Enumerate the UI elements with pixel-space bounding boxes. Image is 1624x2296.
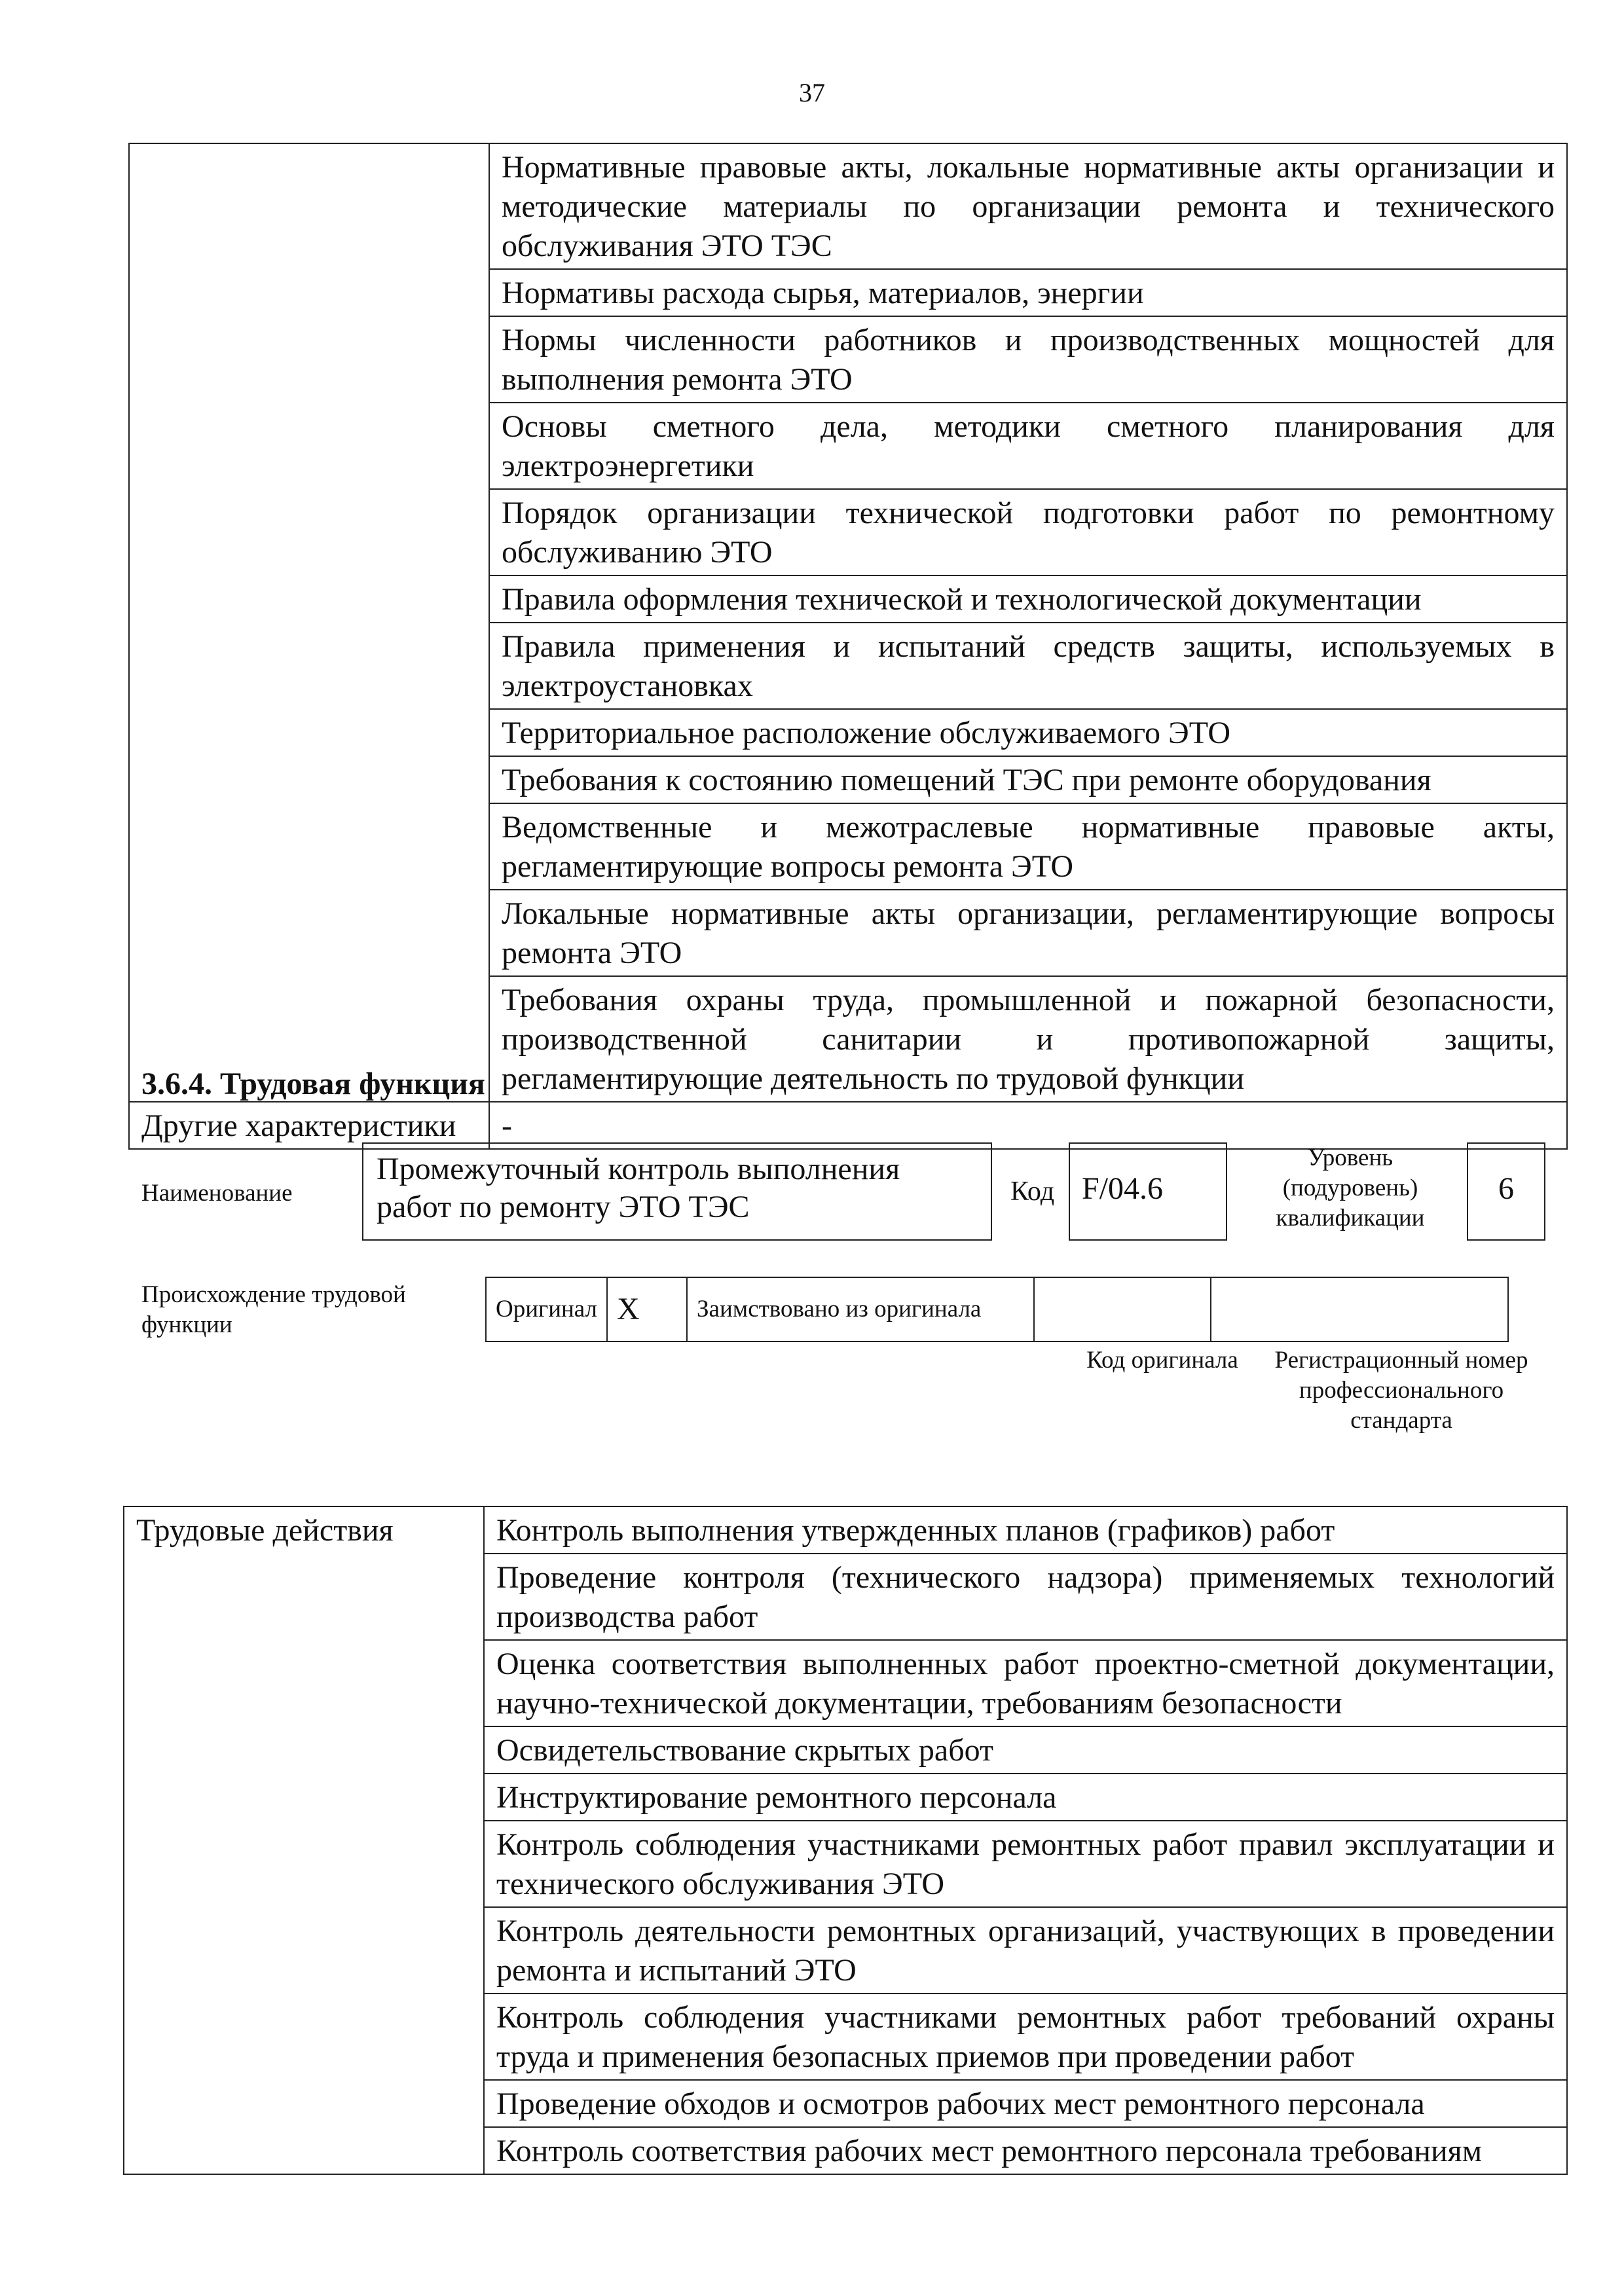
knowledge-item: Локальные нормативные акты организации, регламентирующие вопросы ремонта ЭТО — [489, 890, 1567, 976]
knowledge-item: Нормативы расхода сырья, материалов, энергии — [489, 269, 1567, 316]
function-name-box: Промежуточный контроль выполнения работ по ремонту ЭТО ТЭС — [362, 1142, 992, 1241]
knowledge-item: Правила применения и испытаний средств защиты, используемых в электроустановках — [489, 623, 1567, 709]
labor-action-item: Освидетельствование скрытых работ — [484, 1726, 1567, 1774]
original-code-cell — [1034, 1277, 1211, 1341]
knowledge-item: Нормы численности работников и производственных мощностей для выполнения ремонта ЭТО — [489, 316, 1567, 403]
labor-action-item: Контроль соответствия рабочих мест ремонтного персонала требованиям — [484, 2127, 1567, 2174]
knowledge-table — [128, 143, 1568, 1150]
registration-number-cell — [1211, 1277, 1508, 1341]
original-mark: X — [607, 1277, 687, 1341]
knowledge-item: Основы сметного дела, методики сметного планирования для электроэнергетики — [489, 403, 1567, 489]
table-row — [124, 1506, 1567, 1554]
knowledge-item: Ведомственные и межотраслевые нормативные правовые акты, регламентирующие вопросы ремонта ЭТО — [489, 803, 1567, 890]
knowledge-item: Порядок организации технической подготовки работ по ремонтному обслуживанию ЭТО — [489, 489, 1567, 575]
table-row — [129, 143, 1567, 269]
origin-label: Происхождение трудовой функции — [141, 1281, 406, 1338]
labor-action-item: Проведение контроля (технического надзора) применяемых технологий производства работ — [484, 1554, 1567, 1640]
other-characteristics-value: - — [489, 1102, 1567, 1149]
function-code-box: F/04.6 — [1069, 1142, 1227, 1241]
labor-actions-table — [123, 1506, 1568, 2175]
labor-action-item: Контроль соблюдения участниками ремонтных работ правил эксплуатации и технического обслуживания ЭТО — [484, 1821, 1567, 1907]
original-code-caption: Код оригинала — [1086, 1347, 1238, 1374]
page-number: 37 — [799, 78, 825, 107]
labor-action-item: Контроль деятельности ремонтных организаций, участвующих в проведении ремонта и испытаний ЭТО — [484, 1907, 1567, 1994]
borrowed-label: Заимствовано из оригинала — [687, 1277, 1034, 1341]
knowledge-item: Требования охраны труда, промышленной и пожарной безопасности, производственной санитарии и противопожарной защиты, регламентирующие деятельность по трудовой функции — [489, 976, 1567, 1102]
knowledge-item: Территориальное расположение обслуживаемого ЭТО — [489, 709, 1567, 756]
knowledge-label-cell — [129, 143, 489, 1102]
labor-action-item: Оценка соответствия выполненных работ проектно-сметной документации, научно-технической документации, требованиям безопасности — [484, 1640, 1567, 1726]
name-label: Наименование — [141, 1180, 293, 1207]
qualification-level-label: Уровень (подуровень) квалификации — [1276, 1144, 1425, 1231]
knowledge-item: Правила оформления технической и технологической документации — [489, 575, 1567, 623]
labor-action-item: Инструктирование ремонтного персонала — [484, 1774, 1567, 1821]
qualification-level-box: 6 — [1467, 1142, 1545, 1241]
labor-action-item: Контроль выполнения утвержденных планов (графиков) работ — [484, 1506, 1567, 1554]
knowledge-item: Нормативные правовые акты, локальные нормативные акты организации и методические материалы по организации ремонта и технического обслуживания ЭТО ТЭС — [489, 143, 1567, 269]
labor-action-item: Проведение обходов и осмотров рабочих мест ремонтного персонала — [484, 2080, 1567, 2127]
section-title: 3.6.4. Трудовая функция — [141, 1066, 485, 1101]
origin-table — [485, 1277, 1509, 1342]
labor-actions-label: Трудовые действия — [124, 1506, 484, 2174]
knowledge-item: Требования к состоянию помещений ТЭС при ремонте оборудования — [489, 756, 1567, 803]
original-label: Оригинал — [486, 1277, 607, 1341]
registration-number-caption: Регистрационный номер профессионального стандарта — [1274, 1347, 1528, 1434]
other-characteristics-label: Другие характеристики — [129, 1102, 489, 1149]
labor-action-item: Контроль соблюдения участниками ремонтных работ требований охраны труда и применения безопасных приемов при проведении работ — [484, 1994, 1567, 2080]
code-label: Код — [1010, 1176, 1055, 1207]
